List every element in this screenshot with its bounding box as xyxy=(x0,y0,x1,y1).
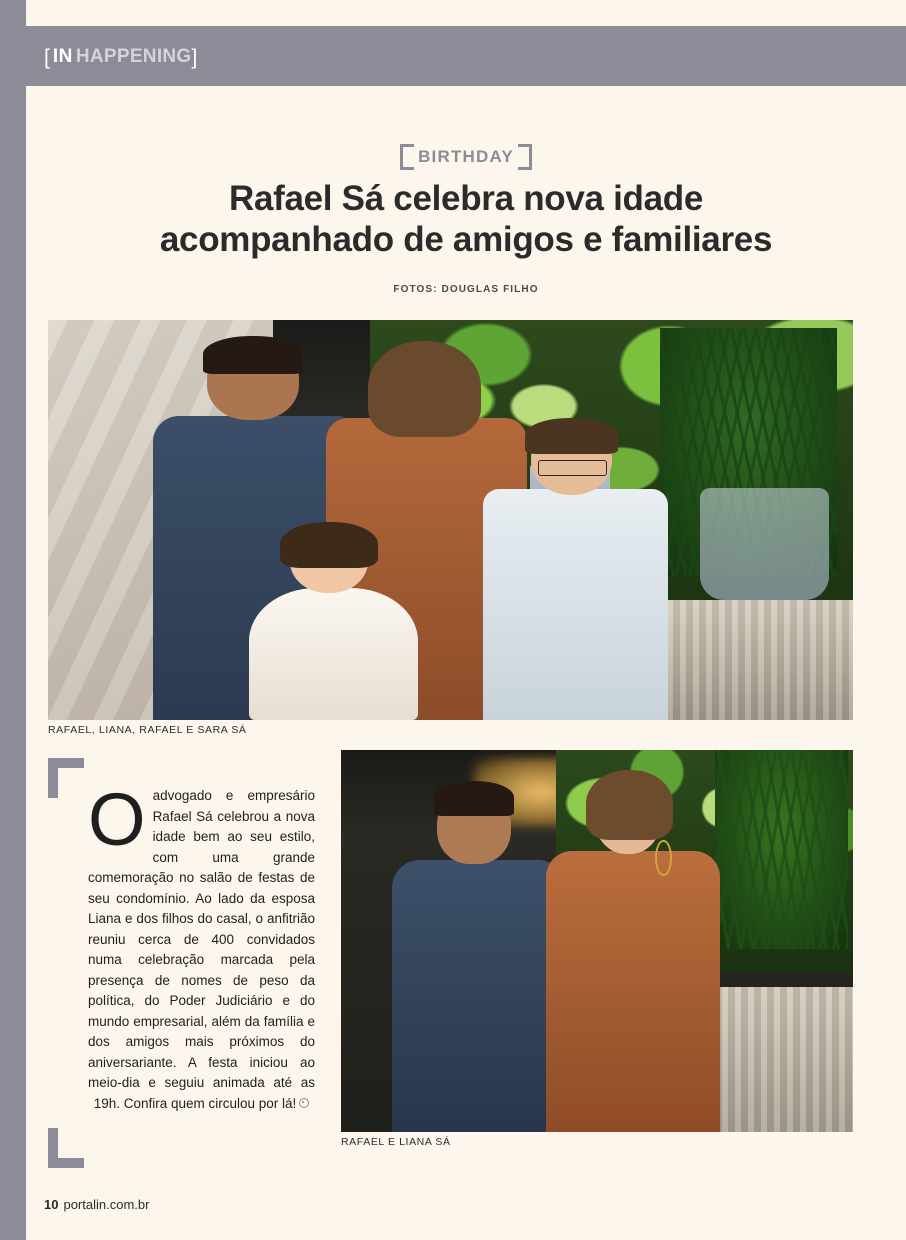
girl-dress xyxy=(249,588,418,720)
photo2-liana-dress xyxy=(546,851,720,1132)
photo2-rafael-hair xyxy=(434,781,514,815)
article-content xyxy=(26,86,906,1176)
photo2-palm xyxy=(715,750,848,949)
secondary-photo-scene xyxy=(341,750,853,1132)
liana-hair xyxy=(368,341,481,437)
secondary-photo xyxy=(341,750,853,1132)
earring-icon xyxy=(655,840,671,876)
main-photo-scene xyxy=(48,320,853,720)
rafael-hair xyxy=(203,336,303,374)
logo-in-text: IN xyxy=(52,46,73,67)
logo-bracket-open: [ xyxy=(44,45,50,69)
drop-cap: O xyxy=(88,778,146,861)
bracket-decoration-top xyxy=(48,758,84,798)
logo-bracket-close: ] xyxy=(191,45,198,69)
bracket-decoration-bottom xyxy=(48,1128,84,1168)
glass-vase xyxy=(700,488,829,600)
section-label-text: BIRTHDAY xyxy=(418,147,514,166)
main-photo xyxy=(48,320,853,720)
boy-shirt xyxy=(483,489,668,720)
section-label-wrapper xyxy=(26,144,906,170)
label-cap-top-right xyxy=(518,144,532,147)
secondary-photo-caption: RAFAEL E LIANA SÁ xyxy=(341,1136,451,1148)
article-body xyxy=(88,778,315,1114)
label-cap-bottom-right xyxy=(518,167,532,170)
label-cap-bottom-left xyxy=(400,167,414,170)
person-sara xyxy=(249,528,418,720)
photo2-person-liana xyxy=(546,781,720,1132)
page-title xyxy=(26,178,906,261)
headline-line-2: acompanhado de amigos e familiares xyxy=(159,220,773,260)
logo-happening-text: HAPPENING xyxy=(75,46,192,67)
person-rafael-filho xyxy=(483,424,668,720)
folio xyxy=(44,1197,149,1212)
headline-line-1: Rafael Sá celebra nova idade xyxy=(228,179,704,218)
photo2-liana-hair xyxy=(586,770,673,840)
girl-hair xyxy=(280,522,378,568)
section-label xyxy=(400,144,532,170)
photo-credit: FOTOS: DOUGLAS FILHO xyxy=(393,284,539,295)
label-cap-top-left xyxy=(400,144,414,147)
boy-hair xyxy=(525,418,618,454)
photo2-person-rafael xyxy=(392,788,566,1132)
article-body-text: advogado e empresário Rafael Sá celebrou a nova idade bem ao seu estilo, com uma grande comemoração no salão de festas de seu condomínio. Ao lado da esposa Liana e dos filhos do casal, o anfitrião reuniu cerca de 400 convidados numa celebração marcada pela presença de nomes de peso da política, do Poder Judiciário e do mundo empresarial, além da família e dos amigos mais próximos do aniversariante. A festa iniciou ao meio-dia e seguiu animada até as 19h. Confira quem circulou por lá! xyxy=(88,788,315,1111)
glasses-icon xyxy=(538,460,607,477)
footer-margin-rail xyxy=(0,1176,26,1240)
main-photo-caption: RAFAEL, LIANA, RAFAEL E SARA SÁ xyxy=(48,724,247,736)
page-number: 10 xyxy=(44,1197,59,1212)
end-mark-icon xyxy=(299,1098,309,1108)
magazine-logo xyxy=(44,44,197,70)
left-margin-rail xyxy=(0,0,26,1240)
website-url: portalin.com.br xyxy=(63,1197,150,1212)
photo2-rafael-shirt xyxy=(392,860,566,1132)
